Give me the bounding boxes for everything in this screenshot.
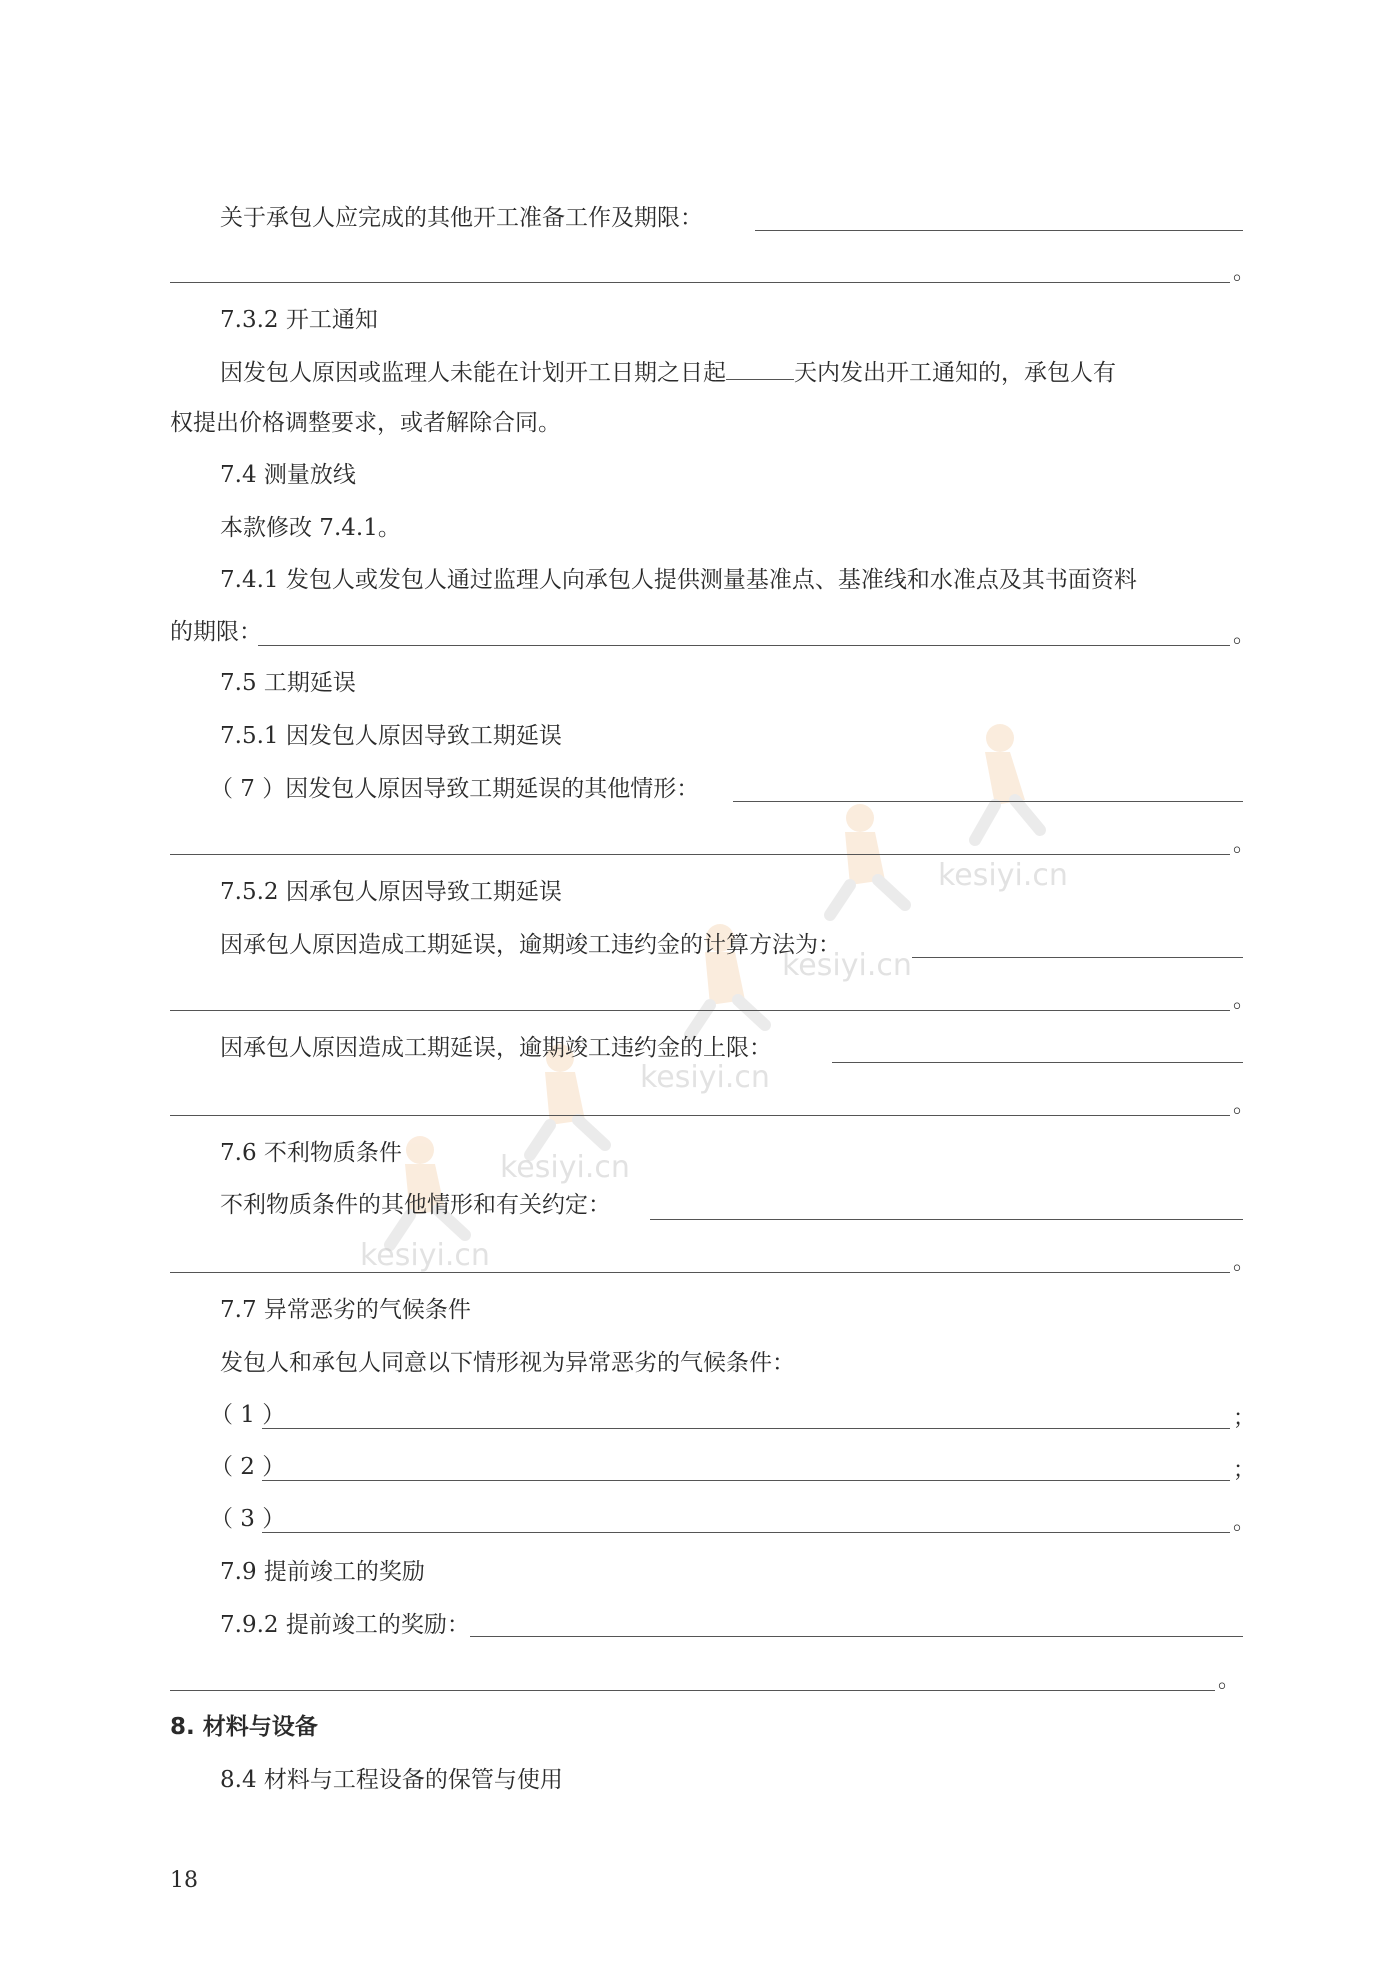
days-blank[interactable]: [726, 359, 794, 380]
blank-line[interactable]: [170, 1010, 1230, 1011]
paragraph-7-5-1-item7: （ 7 ）因发包人原因导致工期延误的其他情形：: [210, 776, 700, 802]
blank-line[interactable]: [258, 645, 1230, 646]
period-mark: 。: [1233, 1510, 1256, 1535]
blank-line[interactable]: [650, 1219, 1243, 1220]
page-number: 18: [170, 1868, 198, 1893]
period-mark: 。: [1233, 988, 1256, 1013]
semicolon-mark: ；: [1233, 1406, 1256, 1431]
blank-line[interactable]: [262, 1532, 1230, 1533]
section-heading-7-5: 7.5 工期延误: [220, 670, 356, 696]
list-item-1-label: （ 1 ）: [210, 1402, 286, 1428]
period-mark: 。: [1233, 832, 1256, 857]
period-mark: 。: [1233, 260, 1256, 285]
paragraph-other-start-prep: 关于承包人应完成的其他开工准备工作及期限：: [220, 205, 703, 231]
section-heading-7-9: 7.9 提前竣工的奖励: [220, 1559, 425, 1585]
blank-line[interactable]: [170, 1115, 1230, 1116]
paragraph-7-4: 本款修改 7.4.1。: [220, 515, 401, 541]
list-item-3-label: （ 3 ）: [210, 1506, 286, 1532]
watermark-runner-1: [975, 724, 1040, 840]
blank-line[interactable]: [470, 1636, 1243, 1637]
watermark-text: kesiyi.cn: [640, 1060, 770, 1095]
blank-line[interactable]: [170, 1272, 1230, 1273]
paragraph-text: 天内发出开工通知的，承包人有: [794, 360, 1116, 386]
watermark-text: kesiyi.cn: [360, 1238, 490, 1273]
paragraph-7-4-1-line2: 的期限：: [170, 619, 262, 645]
blank-line[interactable]: [755, 230, 1243, 231]
watermark-text: kesiyi.cn: [782, 948, 912, 983]
section-heading-7-6: 7.6 不利物质条件: [220, 1140, 402, 1166]
blank-line[interactable]: [170, 282, 1230, 283]
list-item-2-label: （ 2 ）: [210, 1454, 286, 1480]
period-mark: 。: [1233, 623, 1256, 648]
period-mark: 。: [1218, 1668, 1241, 1693]
watermark-runner-2: [830, 804, 905, 915]
section-heading-7-7: 7.7 异常恶劣的气候条件: [220, 1297, 471, 1323]
section-heading-7-4: 7.4 测量放线: [220, 462, 356, 488]
blank-line[interactable]: [170, 1690, 1215, 1691]
section-heading-8-4: 8.4 材料与工程设备的保管与使用: [220, 1767, 563, 1793]
paragraph-7-9-2: 7.9.2 提前竣工的奖励：: [220, 1612, 470, 1638]
paragraph-7-3-2-line2: 权提出价格调整要求，或者解除合同。: [170, 410, 561, 436]
period-mark: 。: [1233, 1093, 1256, 1118]
paragraph-7-7: 发包人和承包人同意以下情形视为异常恶劣的气候条件：: [220, 1350, 795, 1376]
paragraph-7-4-1-line1: 7.4.1 发包人或发包人通过监理人向承包人提供测量基准点、基准线和水准点及其书面资料: [220, 567, 1137, 593]
blank-line[interactable]: [262, 1480, 1230, 1481]
blank-line[interactable]: [832, 1062, 1243, 1063]
paragraph-text: 因发包人原因或监理人未能在计划开工日期之日起: [220, 360, 726, 386]
period-mark: 。: [1233, 1250, 1256, 1275]
blank-line[interactable]: [170, 854, 1230, 855]
section-heading-7-3-2: 7.3.2 开工通知: [220, 307, 378, 333]
paragraph-7-5-2-calc: 因承包人原因造成工期延误，逾期竣工违约金的计算方法为：: [220, 932, 841, 958]
section-heading-7-5-2: 7.5.2 因承包人原因导致工期延误: [220, 879, 562, 905]
chapter-heading-8: 8. 材料与设备: [170, 1714, 318, 1740]
watermark-text: kesiyi.cn: [500, 1150, 630, 1185]
paragraph-7-6: 不利物质条件的其他情形和有关约定：: [220, 1192, 611, 1218]
paragraph-7-3-2-line1: [220, 358, 1116, 388]
blank-line[interactable]: [262, 1428, 1230, 1429]
section-heading-7-5-1: 7.5.1 因发包人原因导致工期延误: [220, 723, 562, 749]
semicolon-mark: ；: [1233, 1458, 1256, 1483]
blank-line[interactable]: [733, 801, 1243, 802]
paragraph-7-5-2-limit: 因承包人原因造成工期延误，逾期竣工违约金的上限：: [220, 1035, 772, 1061]
blank-line[interactable]: [912, 957, 1243, 958]
watermark-text: kesiyi.cn: [938, 858, 1068, 893]
